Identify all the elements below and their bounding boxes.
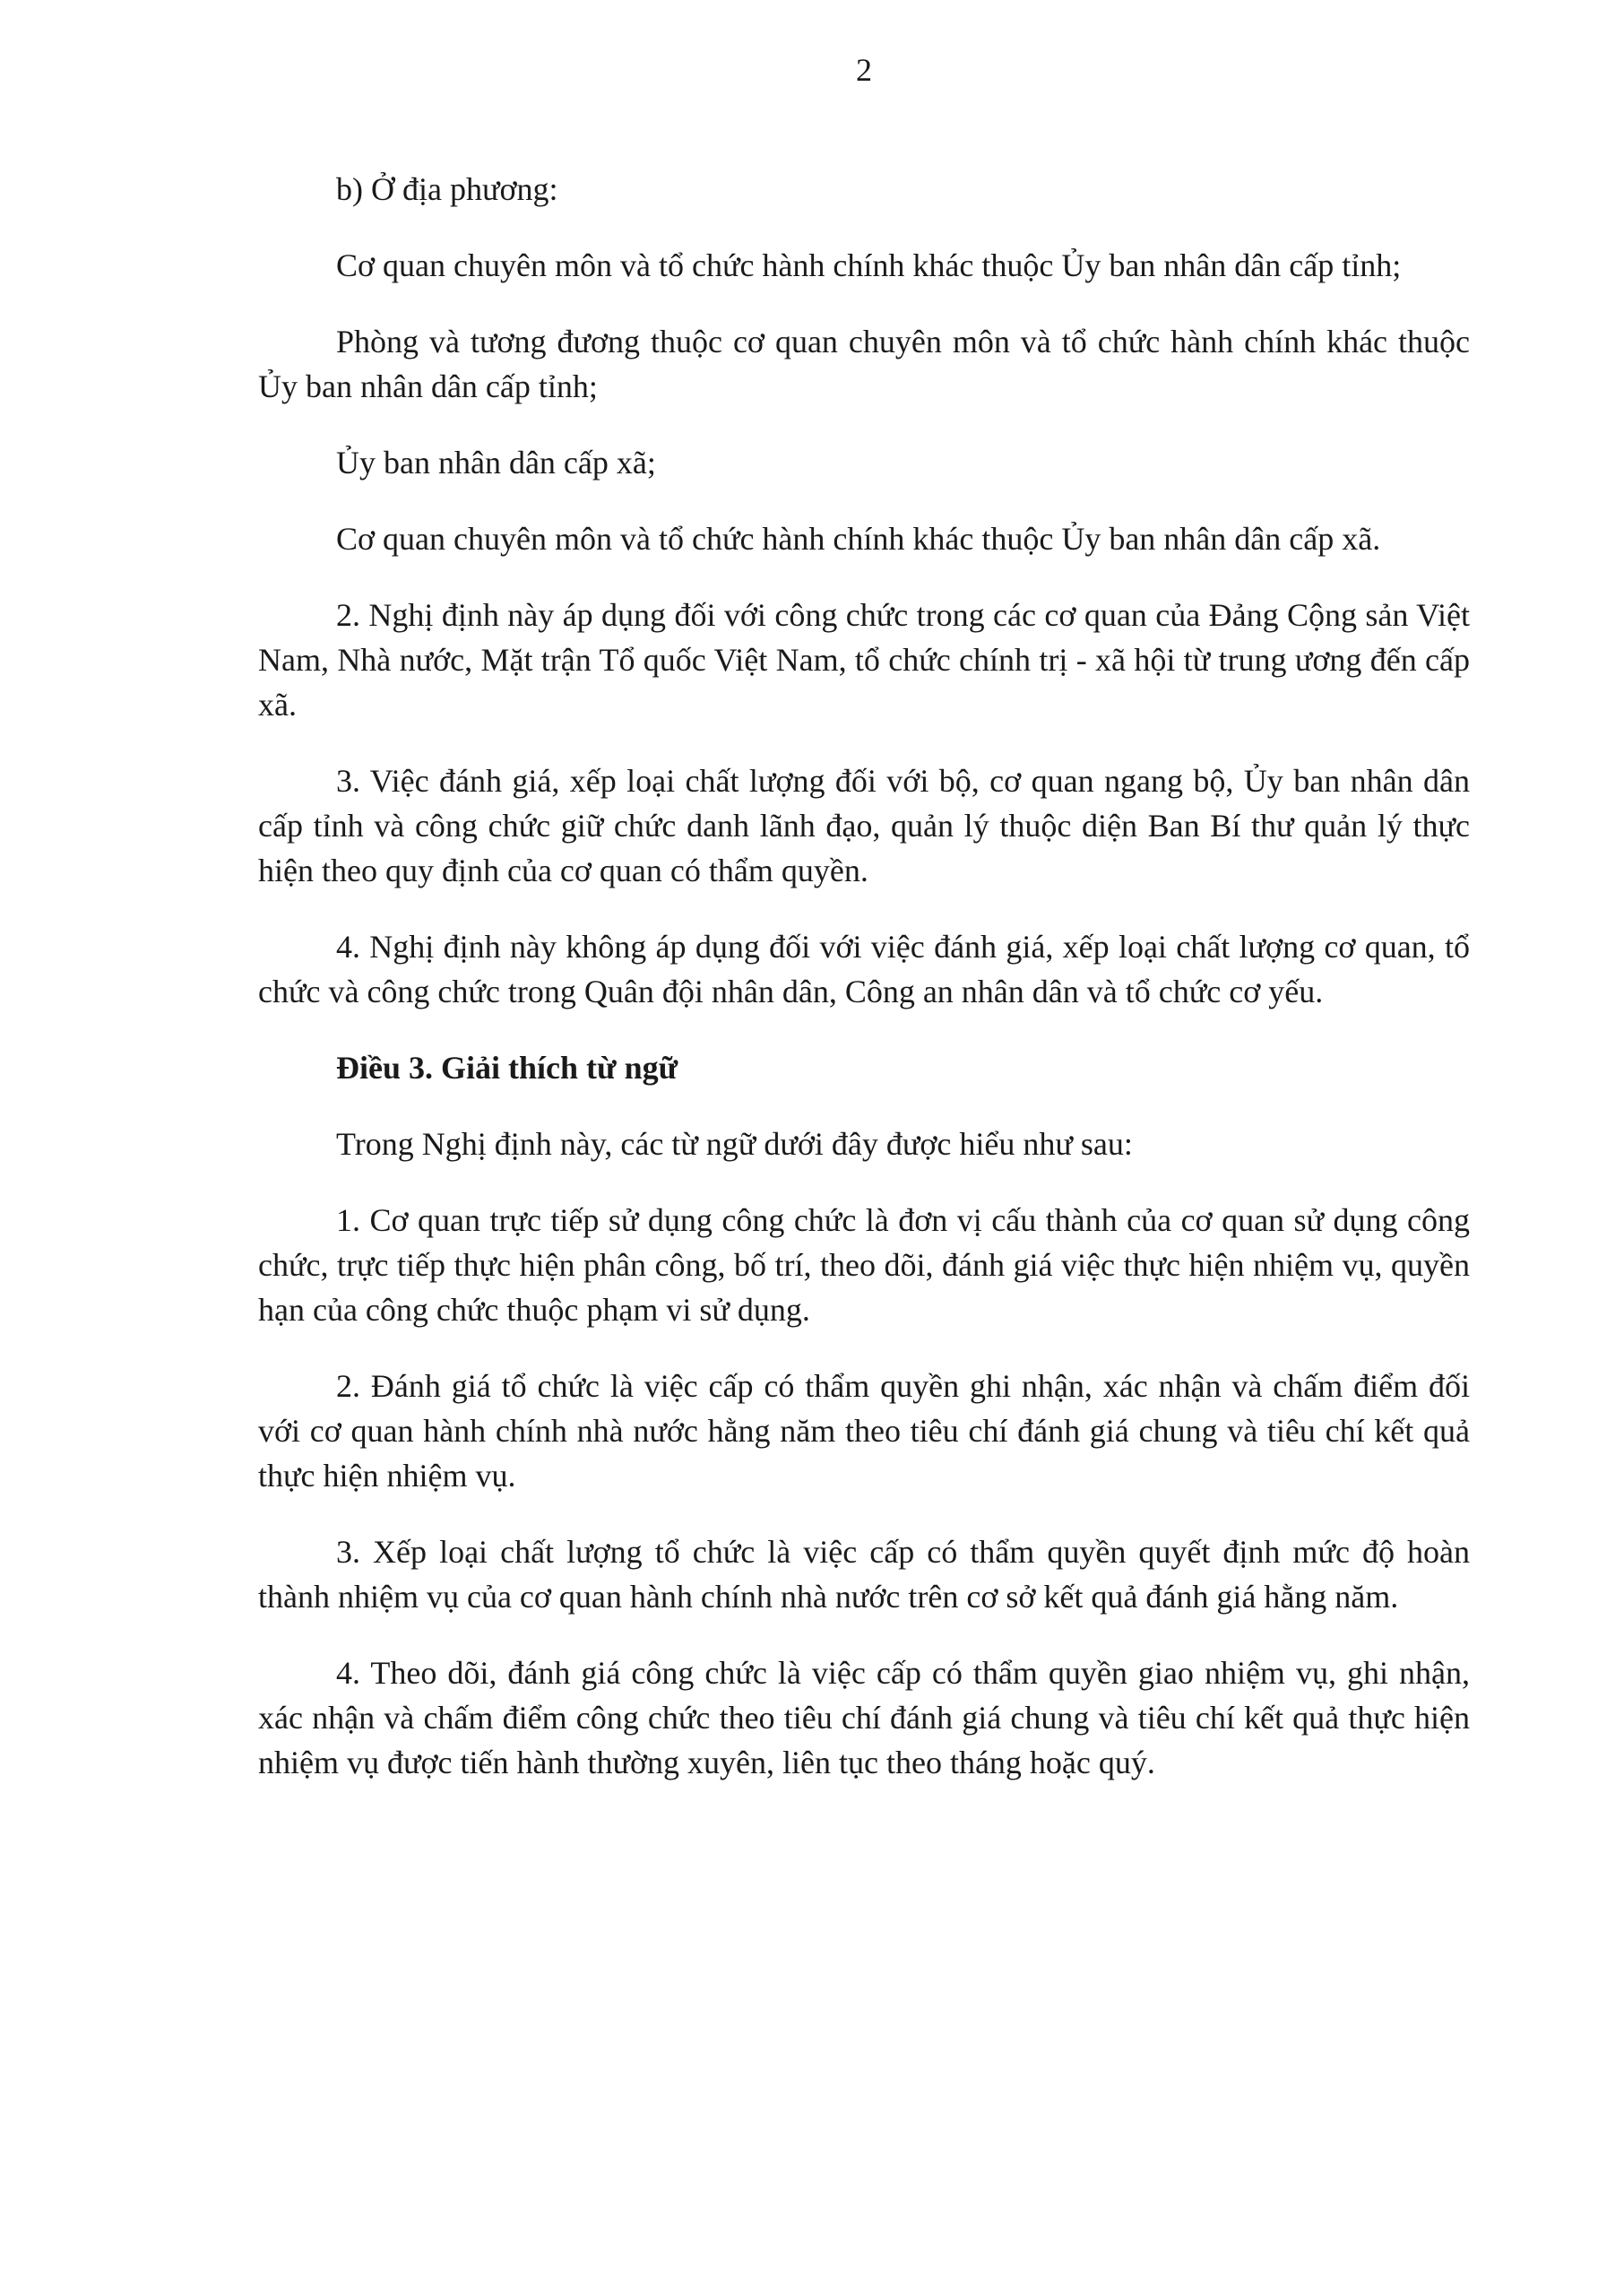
clause-4-scope: 4. Nghị định này không áp dụng đối với việc đánh giá, xếp loại chất lượng cơ quan, tổ chức và công chức trong Quân đội nhân dân, Công an nhân dân và tổ chức cơ yếu. xyxy=(258,929,1470,1009)
article-3-heading: Điều 3. Giải thích từ ngữ xyxy=(336,1050,678,1086)
clause-2-scope: 2. Nghị định này áp dụng đối với công chức trong các cơ quan của Đảng Cộng sản Việt Nam, Nhà nước, Mặt trận Tổ quốc Việt Nam, tổ chức chính trị - xã hội từ trung ương đến cấp xã. xyxy=(258,597,1470,723)
definition-3: 3. Xếp loại chất lượng tổ chức là việc cấp có thẩm quyền quyết định mức độ hoàn thành nhiệm vụ của cơ quan hành chính nhà nước trên cơ sở kết quả đánh giá hằng năm. xyxy=(258,1534,1470,1615)
paragraph-provincial-agencies: Cơ quan chuyên môn và tổ chức hành chính khác thuộc Ủy ban nhân dân cấp tỉnh; xyxy=(336,247,1402,283)
paragraph-local-level: b) Ở địa phương: xyxy=(336,171,558,207)
paragraph-provincial-offices: Phòng và tương đương thuộc cơ quan chuyên môn và tổ chức hành chính khác thuộc Ủy ban nhân dân cấp tỉnh; xyxy=(258,324,1470,404)
document-body xyxy=(258,167,1470,1785)
definition-4: 4. Theo dõi, đánh giá công chức là việc cấp có thẩm quyền giao nhiệm vụ, ghi nhận, xác nhận và chấm điểm công chức theo tiêu chí đánh giá chung và tiêu chí kết quả thực hiện nhiệm vụ được tiến hành thường xuyên, liên tục theo tháng hoặc quý. xyxy=(258,1655,1470,1780)
paragraph-commune-committee: Ủy ban nhân dân cấp xã; xyxy=(336,445,656,481)
article-3-intro: Trong Nghị định này, các từ ngữ dưới đây được hiểu như sau: xyxy=(336,1126,1133,1162)
definition-2: 2. Đánh giá tổ chức là việc cấp có thẩm quyền ghi nhận, xác nhận và chấm điểm đối với cơ quan hành chính nhà nước hằng năm theo tiêu chí đánh giá chung và tiêu chí kết quả thực hiện nhiệm vụ. xyxy=(258,1368,1470,1494)
definition-1: 1. Cơ quan trực tiếp sử dụng công chức là đơn vị cấu thành của cơ quan sử dụng công chức, trực tiếp thực hiện phân công, bố trí, theo dõi, đánh giá việc thực hiện nhiệm vụ, quyền hạn của công chức thuộc phạm vi sử dụng. xyxy=(258,1202,1470,1328)
paragraph-commune-agencies: Cơ quan chuyên môn và tổ chức hành chính khác thuộc Ủy ban nhân dân cấp xã. xyxy=(336,521,1381,557)
page-number: 2 xyxy=(856,52,872,88)
clause-3-scope: 3. Việc đánh giá, xếp loại chất lượng đối với bộ, cơ quan ngang bộ, Ủy ban nhân dân cấp tỉnh và công chức giữ chức danh lãnh đạo, quản lý thuộc diện Ban Bí thư quản lý thực hiện theo quy định của cơ quan có thẩm quyền. xyxy=(258,763,1470,888)
